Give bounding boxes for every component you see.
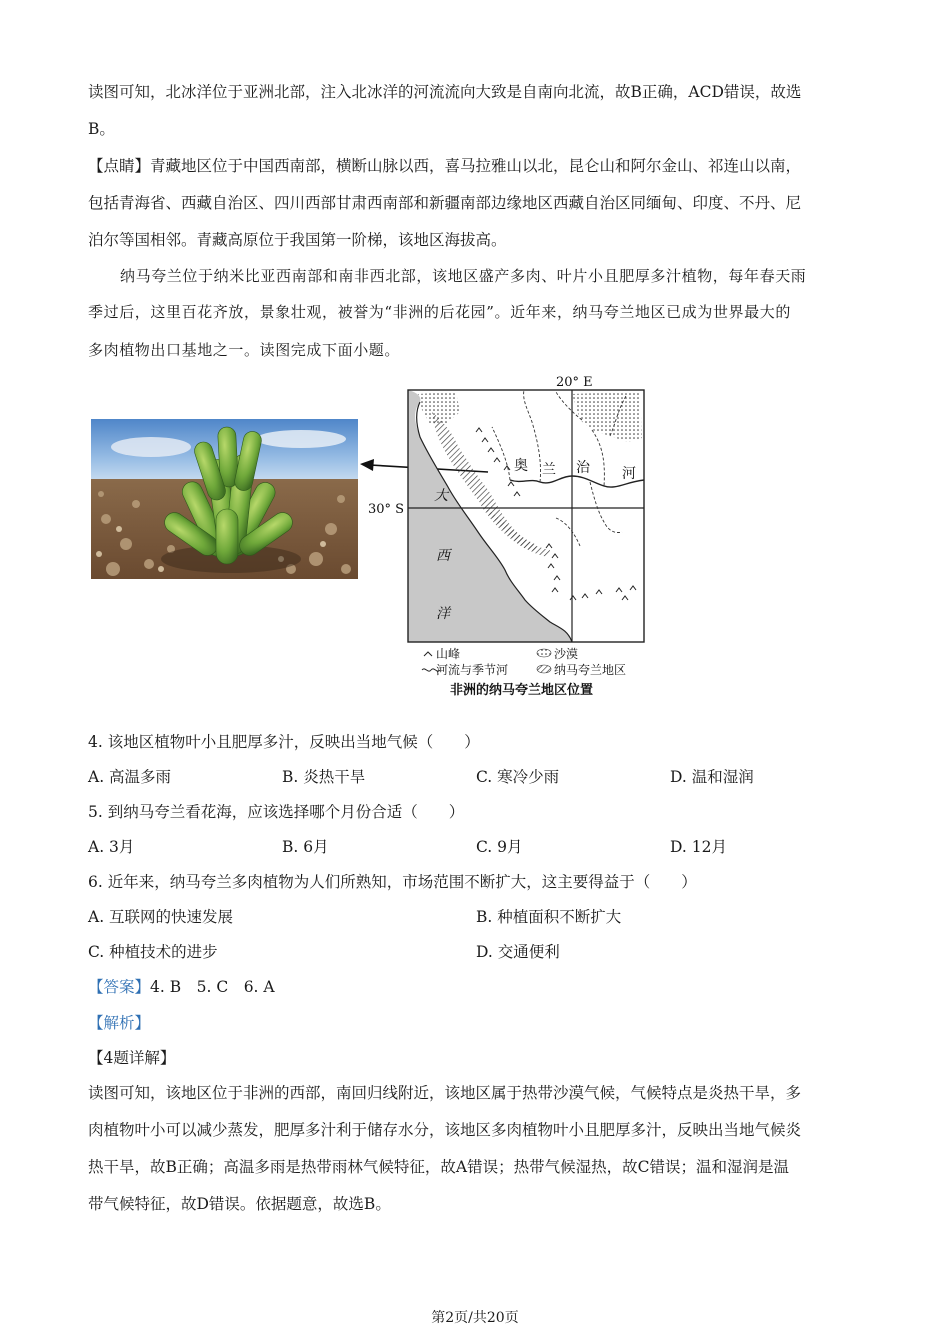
answer-text: 4. B 5. C 6. A xyxy=(150,978,275,996)
desert-area xyxy=(572,392,642,442)
map-caption: 非洲的纳马夸兰地区位置 xyxy=(450,683,594,698)
question-4-stem: 4. 该地区植物叶小且肥厚多汁，反映出当地气候（ ） xyxy=(88,733,480,751)
mountain-legend-icon xyxy=(424,652,432,656)
ocean-label-char: 大 xyxy=(434,488,448,504)
detail-line: 带气候特征，故D错误。依据题意，故选B。 xyxy=(88,1195,391,1213)
material-line: 多肉植物出口基地之一。读图完成下面小题。 xyxy=(88,341,401,359)
material-line: 季过后，这里百花齐放，景象壮观，被誉为“非洲的后花园”。近年来，纳马夸兰地区已成为世界最大的 xyxy=(88,303,791,321)
q4-option-c: C. 寒冷少雨 xyxy=(476,768,560,786)
q5-option-c: C. 9月 xyxy=(476,838,523,856)
desert-legend-icon xyxy=(537,649,551,657)
answer-line xyxy=(88,977,275,997)
material-line: 纳马夸兰位于纳米比亚西南部和南非西北部，该地区盛产多肉、叶片小且肥厚多汁植物，每年春天雨 xyxy=(120,267,807,285)
map-legend xyxy=(422,646,626,677)
q5-option-d: D. 12月 xyxy=(670,838,727,856)
paragraph-line: 读图可知，北冰洋位于亚洲北部，注入北冰洋的河流流向大致是自南向北流，故B正确，ACD错误，故选 xyxy=(88,83,802,101)
river-label-char: 奥 xyxy=(514,458,528,474)
q4-option-d: D. 温和湿润 xyxy=(670,768,754,786)
desert-area xyxy=(418,392,460,424)
ocean-label-char: 西 xyxy=(436,548,450,564)
q5-option-a: A. 3月 xyxy=(88,838,135,856)
lon-label: 20° E xyxy=(556,375,593,390)
legend-mountain: 山峰 xyxy=(436,647,461,661)
detail-4-label: 【4题详解】 xyxy=(88,1049,176,1067)
river-label-char: 兰 xyxy=(542,462,556,478)
detail-line: 肉植物叶小可以减少蒸发，肥厚多汁利于储存水分，该地区多肉植物叶小且肥厚多汁，反映出当地气候炎 xyxy=(88,1121,802,1139)
succulent-photo xyxy=(91,419,358,579)
q4-option-a: A. 高温多雨 xyxy=(88,768,172,786)
analysis-label: 【解析】 xyxy=(88,1014,151,1032)
paragraph-line: B。 xyxy=(88,120,115,138)
q4-option-b: B. 炎热干旱 xyxy=(282,768,366,786)
q6-option-d: D. 交通便利 xyxy=(476,943,560,961)
legend-region: 纳马夸兰地区 xyxy=(554,663,627,677)
legend-river: 河流与季节河 xyxy=(436,663,509,677)
legend-desert: 沙漠 xyxy=(554,647,579,661)
paragraph-line: 泊尔等国相邻。青藏高原位于我国第一阶梯，该地区海拔高。 xyxy=(88,231,507,249)
detail-line: 读图可知，该地区位于非洲的西部，南回归线附近，该地区属于热带沙漠气候，气候特点是炎热干旱，多 xyxy=(88,1084,802,1102)
namaqualand-map xyxy=(360,372,680,702)
q5-option-b: B. 6月 xyxy=(282,838,329,856)
question-6-stem: 6. 近年来，纳马夸兰多肉植物为人们所熟知，市场范围不断扩大，这主要得益于（ ） xyxy=(88,873,697,891)
page-footer: 第2页/共20页 xyxy=(431,1310,519,1326)
paragraph-line: 【点睛】青藏地区位于中国西南部，横断山脉以西，喜马拉雅山以北，昆仑山和阿尔金山、祁连山以南， xyxy=(88,157,802,175)
paragraph-line: 包括青海省、西藏自治区、四川西部甘肃西南部和新疆南部边缘地区西藏自治区同缅甸、印度、不丹、尼 xyxy=(88,194,802,212)
q6-option-b: B. 种植面积不断扩大 xyxy=(476,908,622,926)
lat-label: 30° S xyxy=(368,502,405,517)
question-5-stem: 5. 到纳马夸兰看花海，应该选择哪个月份合适（ ） xyxy=(88,803,465,821)
river-label-char: 河 xyxy=(622,466,636,482)
region-legend-icon xyxy=(537,665,551,673)
answer-label: 【答案】 xyxy=(88,978,151,996)
river-label-char: 治 xyxy=(576,460,590,476)
q6-option-c: C. 种植技术的进步 xyxy=(88,943,218,961)
q6-option-a: A. 互联网的快速发展 xyxy=(88,908,234,926)
ocean-label-char: 洋 xyxy=(436,606,450,622)
detail-line: 热干旱，故B正确；高温多雨是热带雨林气候特征，故A错误；热带气候湿热，故C错误；温和湿润是温 xyxy=(88,1158,789,1176)
